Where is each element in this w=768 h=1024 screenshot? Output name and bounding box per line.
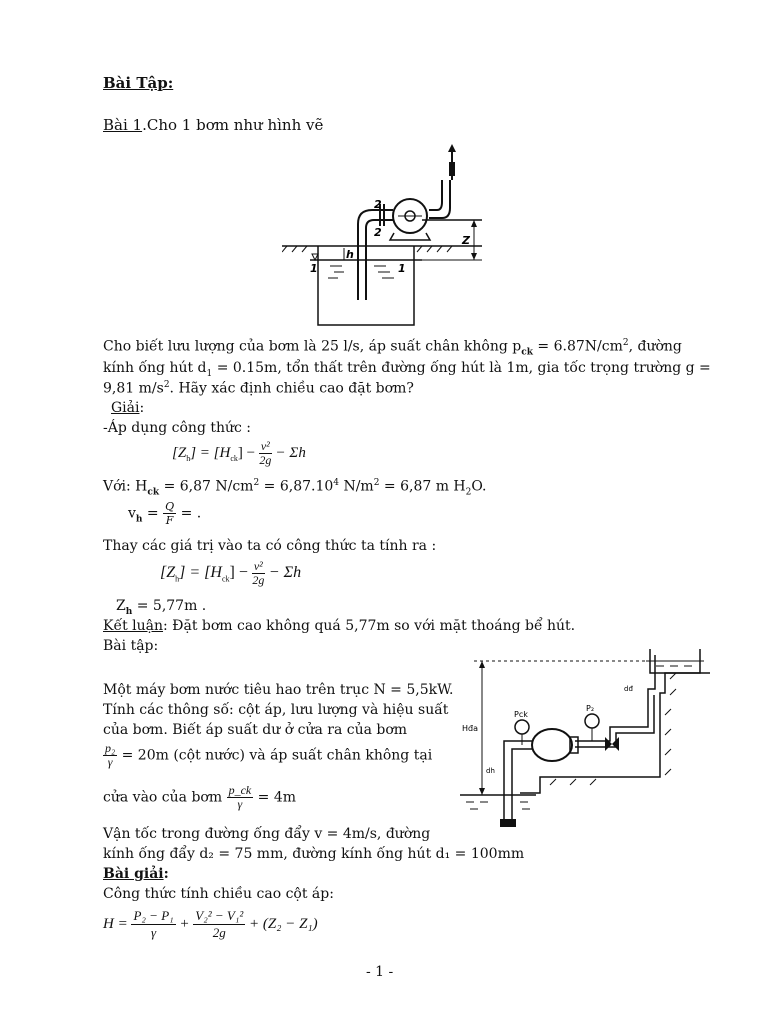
ex2-formula-head: H = $\frac{\text{P₂ − P₁}}{\gamma}$ + $\frac{\text{V₂² − V₁²}}{2g}$ + (Z₂ − Z₁) [103, 908, 318, 940]
ex1-with-line: Với: $H_{ck} = 6,87$ $N/cm^2 = 6,87.10^4$ $N/m^2 = 6,87$ m $H_2O$. [103, 478, 487, 498]
exercise-1-title-text: .Cho 1 bơm như hình vẽ [142, 116, 324, 134]
ex1-given-line-1: Cho biết lưu lượng của bơm là 25 l/s, áp suất chân không $p_{ck} = 6.87N/cm^2$, đường [103, 338, 682, 358]
exercise-1-label: Bài 1 [103, 116, 143, 134]
fig2-label-dd: dđ [624, 685, 633, 693]
page-number: - 1 - [366, 964, 394, 980]
fig2-label-dh: dh [486, 767, 495, 775]
ex2-paragraph-6: Vận tốc trong đường ống đẩy v = 4m/s, đường [103, 826, 431, 842]
ex1-formula-2: $[Z_h] = [H_{ck}]$ − $\frac{\text{v²}}{2g}$ − Σh [160, 559, 302, 587]
ex1-solution-label: Giải: [111, 400, 145, 416]
ex1-apply-text: -Áp dụng công thức : [103, 420, 252, 436]
ex1-vh-line: $v_h$ = $\frac{Q}{F}$ = . [128, 500, 202, 527]
fig2-label-p2: P₂ [586, 704, 595, 713]
fig1-label-1a: 1 [310, 262, 318, 275]
ex1-zh-result: $Z_h = 5,77m$ . [116, 598, 207, 617]
fig2-label-hda: Hđa [462, 724, 478, 733]
ex1-formula-1: $[Z_h] = [H_{ck}]$ − $\frac{\text{v²}}{2g}$ − Σh [172, 439, 306, 467]
ex1-given-line-3: 9,81 $m/s^2$. Hãy xác định chiều cao đặt bơm? [103, 380, 414, 397]
ex1-conclusion: Kết luận: Đặt bơm cao không quá 5,77m so với mặt thoáng bể hút. [103, 618, 576, 634]
fig2-label-pck: Pck [514, 710, 528, 719]
fig1-label-1b: 1 [398, 262, 406, 275]
ex2-paragraph-1: Một máy bơm nước tiêu hao trên trục N = 5,5kW. [103, 682, 454, 698]
page-heading: Bài Tập: [103, 74, 174, 92]
ex2-paragraph-7: kính ống đẩy d₂ = 75 mm, đường kính ống hút d₁ = 100mm [103, 846, 525, 862]
ex1-given-line-2: kính ống hút $d_1 = 0.15m$, tổn thất trên đường ống hút là 1m, gia tốc trọng trường g = [103, 360, 711, 379]
exercise-2-title: Bài tập: [103, 638, 159, 654]
ex2-formula-intro: Công thức tính chiều cao cột áp: [103, 886, 334, 902]
fig1-label-h: h [346, 248, 354, 261]
fig1-label-z: Z [462, 234, 470, 247]
pump-diagram-2 [460, 645, 710, 830]
fig1-label-2b: 2 [374, 226, 382, 239]
ex2-paragraph-4: $\frac{\text{p₂}}{\gamma}$ = 20m (cột nước) và áp suất chân không tại [105, 741, 433, 769]
ex2-paragraph-2: Tính các thông số: cột áp, lưu lượng và hiệu suất [103, 702, 449, 718]
ex2-solution-label: Bài giải: [103, 866, 169, 882]
ex2-paragraph-3: của bơm. Biết áp suất dư ở cửa ra của bơm [103, 722, 408, 738]
ex2-paragraph-5: cửa vào của bơm $\frac{p\_ck}{\gamma}$ = 4m [103, 783, 297, 811]
ex1-substitute-text: Thay các giá trị vào ta có công thức ta tính ra : [103, 538, 437, 554]
fig1-label-2a: 2 [374, 198, 382, 211]
exercise-1-title [103, 116, 323, 134]
pump-diagram-1 [282, 140, 497, 330]
